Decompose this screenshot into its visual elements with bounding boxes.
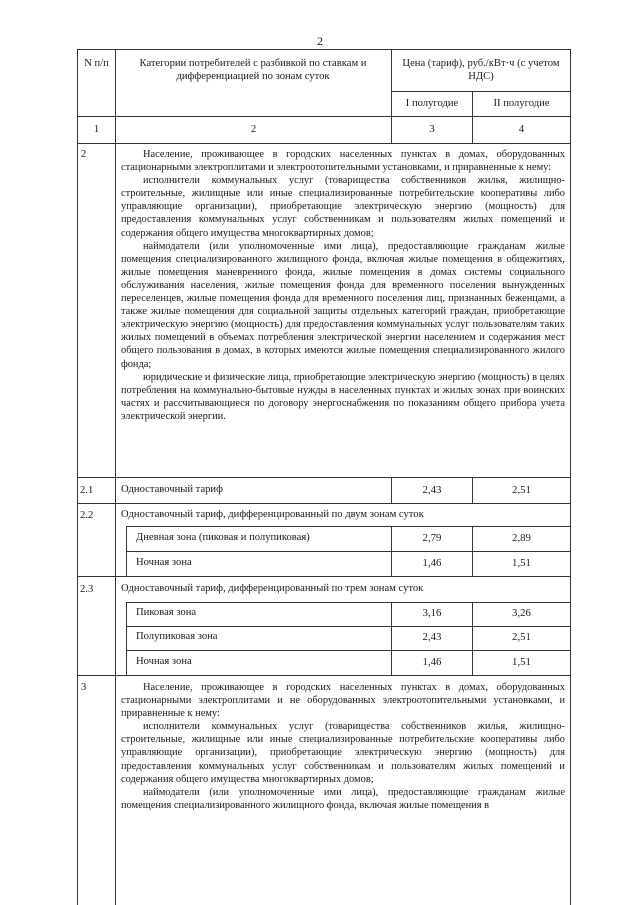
- row-2-2-zone-label: Ночная зона: [136, 557, 192, 568]
- row-2-1-label: Одноставочный тариф: [121, 484, 223, 495]
- row-2-1-number: 2.1: [80, 485, 94, 496]
- header-col-number: N п/п: [84, 58, 109, 69]
- row-2-2-zone-label: Дневная зона (пиковая и полупиковая): [136, 532, 310, 543]
- grid-h-r21-top: [77, 477, 571, 478]
- row-2-paragraph: Население, проживающее в городских населенных пунктах в домах, оборудованных стационарными электроплитами и электроотопительными установками, и приравненные к нему:: [121, 149, 565, 174]
- row-2-3-label: Одноставочный тариф, дифференцированный по трем зонам суток: [121, 583, 424, 594]
- row-2-2-zone-value-h1: 1,46: [422, 557, 442, 569]
- row-2-2-zone-value-h2: 2,89: [512, 532, 531, 544]
- row-2-2-number: 2.2: [80, 510, 94, 521]
- page-number: 2: [317, 34, 323, 48]
- row-2-paragraph: наймодатели (или уполномоченные ими лица), предоставляющие гражданам жилые помещения специализированного жилищного фонда, включая жилые помещения в общежитиях, жилые помещения маневренного фонда, жилые помещения в домах системы социального обслуживания населения, жилые помещения фонда для временного поселения вынужденных переселенцев, жилые помещения фонда для временного поселения лиц, признанных беженцами, а также жилые помещения для социальной защиты отдельных категорий граждан, приобретающие электрическую энергию (мощность) для предоставления коммунальных услуг пользователям таких жилых помещений в объемах потребления электрической энергии населением и содержания мест общего пользования в домах, в которых имеются жилые помещения специализированного жилого фонда;: [121, 240, 565, 370]
- header-col-category: Категории потребителей с разбивкой по ставкам и дифференциацией по зонам суток: [139, 58, 367, 83]
- row-2-3-zone-value-h1: 1,46: [422, 656, 442, 668]
- colnum-2: 2: [250, 124, 257, 135]
- grid-h-halves: [391, 91, 571, 92]
- grid-h-top: [77, 49, 571, 50]
- row-2-1-value-h2: 2,51: [512, 484, 531, 496]
- row-2-description: [121, 148, 565, 423]
- grid-h-r23-zone1: [126, 602, 571, 603]
- grid-h-r23-top: [77, 576, 571, 577]
- row-2-3-zone-value-h2: 1,51: [512, 656, 531, 668]
- row-2-2-label: Одноставочный тариф, дифференцированный по двум зонам суток: [121, 509, 424, 520]
- grid-h-r22-zone2: [126, 551, 571, 552]
- row-2-3-zone-value-h1: 3,16: [422, 607, 442, 619]
- grid-v-zone-r23: [126, 602, 127, 675]
- colnum-3: 3: [429, 124, 435, 135]
- header-half-2: II полугодие: [493, 98, 550, 109]
- row-3-paragraph: Население, проживающее в городских населенных пунктах в домах, оборудованных стационарными электроплитами и не оборудованных электроотопительными установками, и приравненные к нему:: [121, 682, 565, 720]
- row-3-description: [121, 681, 565, 903]
- row-2-3-zone-value-h2: 3,26: [512, 607, 531, 619]
- row-2-2-zone-value-h2: 1,51: [512, 557, 531, 569]
- row-2-3-zone-label: Пиковая зона: [136, 607, 197, 618]
- header-half-1: I полугодие: [405, 98, 459, 109]
- row-2-number: 2: [81, 149, 87, 160]
- row-2-paragraph: юридические и физические лица, приобретающие электрическую энергию (мощность) в целях потребления на коммунально-бытовые нужды в населенных пунктах и жилых зонах при воинских частях и рассчитывающиеся по договору энергоснабжения по показаниям общего прибора учета электрической энергии.: [121, 371, 565, 422]
- row-3-number: 3: [81, 682, 87, 693]
- grid-h-r23-zone2: [126, 626, 571, 627]
- grid-h-r23-zone3: [126, 650, 571, 651]
- grid-h-head-bottom: [77, 116, 571, 117]
- row-2-3-zone-label: Ночная зона: [136, 656, 192, 667]
- row-2-2-zone-value-h1: 2,79: [422, 532, 442, 544]
- row-3-paragraph: исполнители коммунальных услуг (товарищества собственников жилья, жилищно-строительные, жилищные или иные специализированные потребительские кооперативы либо управляющие организации), приобретающие электрическую энергию (мощность) для предоставления коммунальных услуг собственникам и пользователям жилых помещений и содержания общего имущества многоквартирных домов;: [121, 721, 565, 785]
- row-2-3-zone-label: Полупиковая зона: [136, 631, 218, 642]
- header-col-price: Цена (тариф), руб./кВт·ч (с учетом НДС): [402, 58, 560, 83]
- grid-h-r22-zone1: [126, 526, 571, 527]
- row-2-3-zone-value-h1: 2,43: [422, 631, 442, 643]
- row-2-3-zone-value-h2: 2,51: [512, 631, 531, 643]
- grid-h-r3-top: [77, 675, 571, 676]
- row-2-paragraph: исполнители коммунальных услуг (товарищества собственников жилья, жилищно-строительные, жилищные или иные специализированные потребительские кооперативы либо управляющие организации), приобретающие электрическую энергию (мощность) для предоставления коммунальных услуг собственникам и пользователям жилых помещений и содержания общего имущества многоквартирных домов;: [121, 175, 565, 239]
- grid-h-colnum-bottom: [77, 143, 571, 144]
- grid-h-r22-top: [77, 503, 571, 504]
- row-2-3-number: 2.3: [80, 584, 94, 595]
- colnum-1: 1: [93, 124, 100, 135]
- row-3-paragraph: наймодатели (или уполномоченные ими лица), предоставляющие гражданам жилые помещения специализированного жилищного фонда, включая жилые помещения в: [121, 786, 565, 811]
- colnum-4: 4: [518, 124, 525, 135]
- row-2-1-value-h1: 2,43: [422, 484, 442, 496]
